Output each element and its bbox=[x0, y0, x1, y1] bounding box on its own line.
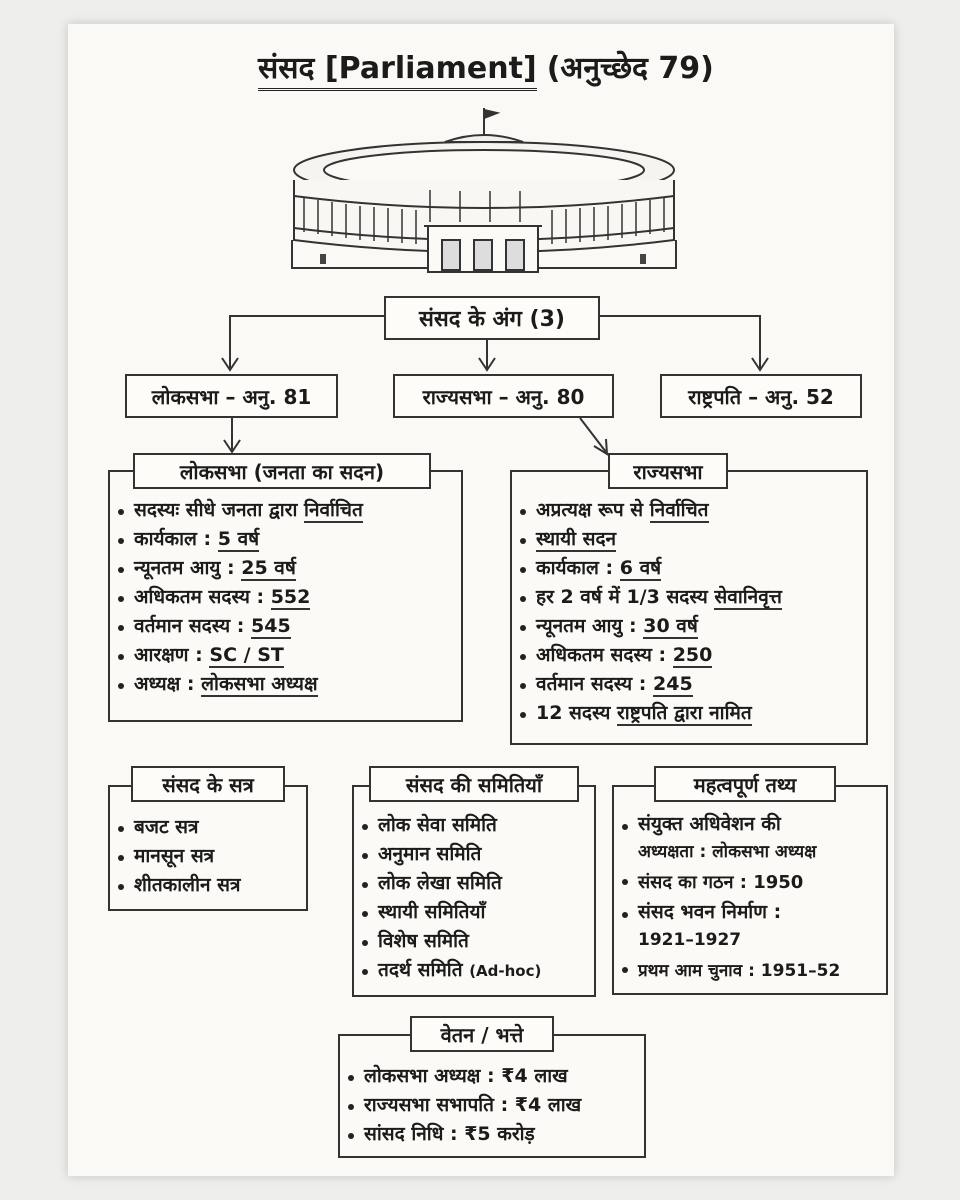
rajya-sabha-list bbox=[520, 496, 782, 728]
list-item: अधिकतम सदस्य : 552 bbox=[118, 583, 363, 612]
rajya-sabha-panel-heading: राज्यसभा bbox=[608, 453, 728, 489]
list-item: न्यूनतम आयु : 25 वर्ष bbox=[118, 554, 363, 583]
list-item: वर्तमान सदस्य : 245 bbox=[520, 670, 782, 699]
list-item: तदर्थ समिति (Ad-hoc) bbox=[362, 956, 541, 986]
list-item: अनुमान समिति bbox=[362, 840, 541, 869]
sessions-list bbox=[118, 813, 240, 900]
list-item: लोक सेवा समिति bbox=[362, 811, 541, 840]
lok-sabha-panel bbox=[108, 470, 463, 722]
salary-panel-heading: वेतन / भत्ते bbox=[410, 1016, 554, 1052]
list-item: स्थायी समितियाँ bbox=[362, 898, 541, 927]
list-item: संयुक्त अधिवेशन की अध्यक्षता : लोकसभा अध्यक्ष bbox=[622, 811, 840, 866]
list-item: स्थायी सदन bbox=[520, 525, 782, 554]
list-item: लोकसभा अध्यक्ष : ₹4 लाख bbox=[348, 1062, 581, 1091]
rajya-sabha-panel bbox=[510, 470, 868, 745]
list-item: शीतकालीन सत्र bbox=[118, 871, 240, 900]
list-item: न्यूनतम आयु : 30 वर्ष bbox=[520, 612, 782, 641]
parliament-building-illustration bbox=[292, 108, 676, 272]
committees-panel-heading: संसद की समितियाँ bbox=[369, 766, 579, 802]
lok-sabha-panel-heading: लोकसभा (जनता का सदन) bbox=[133, 453, 431, 489]
list-item: मानसून सत्र bbox=[118, 842, 240, 871]
list-item: अप्रत्यक्ष रूप से निर्वाचित bbox=[520, 496, 782, 525]
list-item: संसद का गठन : 1950 bbox=[622, 866, 840, 899]
list-item: आरक्षण : SC / ST bbox=[118, 641, 363, 670]
list-item: अधिकतम सदस्य : 250 bbox=[520, 641, 782, 670]
lok-sabha-list bbox=[118, 496, 363, 699]
list-item: अध्यक्ष : लोकसभा अध्यक्ष bbox=[118, 670, 363, 699]
president-box: राष्ट्रपति – अनु. 52 bbox=[660, 374, 862, 418]
list-item: सांसद निधि : ₹5 करोड़ bbox=[348, 1120, 581, 1149]
lok-sabha-box: लोकसभा – अनु. 81 bbox=[125, 374, 338, 418]
list-item: संसद भवन निर्माण : 1921–1927 bbox=[622, 899, 840, 954]
sessions-panel-heading: संसद के सत्र bbox=[131, 766, 285, 802]
list-item: विशेष समिति bbox=[362, 927, 541, 956]
list-item: सदस्यः सीधे जनता द्वारा निर्वाचित bbox=[118, 496, 363, 525]
list-item: हर 2 वर्ष में 1/3 सदस्य सेवानिवृत्त bbox=[520, 583, 782, 612]
organs-of-parliament-box: संसद के अंग (3) bbox=[384, 296, 600, 340]
list-item: कार्यकाल : 6 वर्ष bbox=[520, 554, 782, 583]
sessions-panel bbox=[108, 785, 308, 911]
facts-panel bbox=[612, 785, 888, 995]
list-item: 12 सदस्य राष्ट्रपति द्वारा नामित bbox=[520, 699, 782, 728]
rajya-sabha-box: राज्यसभा – अनु. 80 bbox=[393, 374, 614, 418]
list-item: वर्तमान सदस्य : 545 bbox=[118, 612, 363, 641]
committees-panel bbox=[352, 785, 596, 997]
salary-panel bbox=[338, 1034, 646, 1158]
list-item: बजट सत्र bbox=[118, 813, 240, 842]
title-main: संसद [Parliament] bbox=[258, 50, 537, 91]
title-article: (अनुच्छेद 79) bbox=[546, 51, 714, 86]
list-item: लोक लेखा समिति bbox=[362, 869, 541, 898]
list-item: कार्यकाल : 5 वर्ष bbox=[118, 525, 363, 554]
facts-panel-heading: महत्वपूर्ण तथ्य bbox=[654, 766, 836, 802]
salary-list bbox=[348, 1062, 581, 1149]
list-item: प्रथम आम चुनाव : 1951–52 bbox=[622, 954, 840, 987]
adhoc-note: (Ad-hoc) bbox=[469, 962, 542, 980]
facts-list bbox=[622, 811, 840, 987]
committees-list bbox=[362, 811, 541, 986]
list-item: राज्यसभा सभापति : ₹4 लाख bbox=[348, 1091, 581, 1120]
